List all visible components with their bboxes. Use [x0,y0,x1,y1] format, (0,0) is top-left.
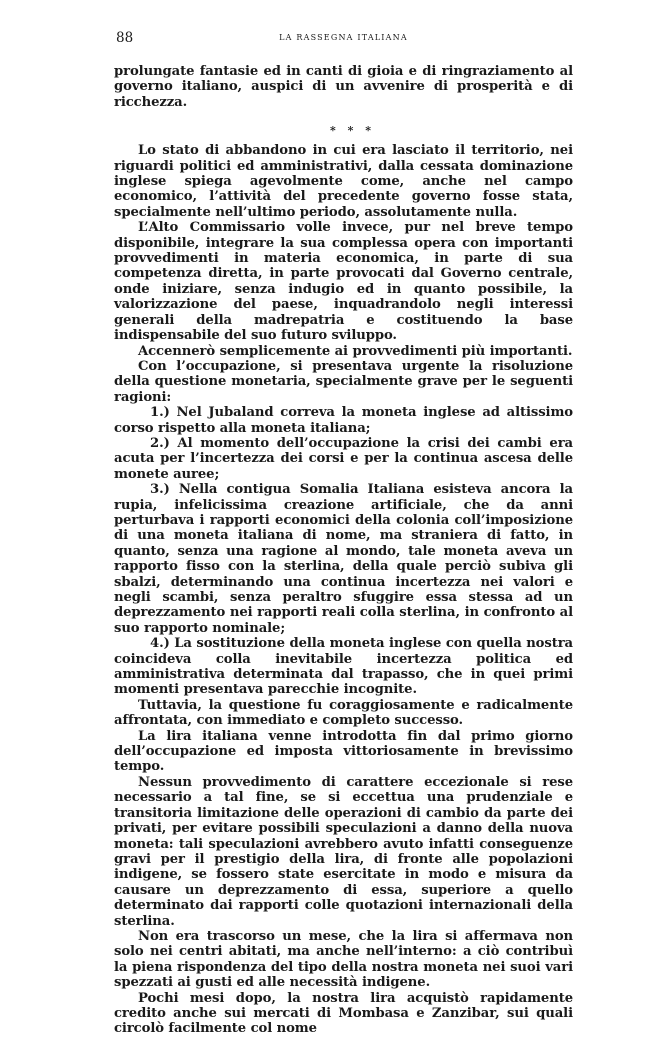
paragraph: La lira italiana venne introdotta fin dal primo giorno dell’occupazione ed imposta vittoriosamente in brevissimo tempo. [114,728,573,775]
page-header [116,30,571,48]
list-item: 3.) Nella contigua Somalia Italiana esisteva ancora la rupia, infelicissima creazione artificiale, che da anni perturbava i rapporti economici della colonia coll’imposizione di una moneta italiana di nome, ma straniera di fatto, in quanto, senza una ragione al mondo, tale moneta aveva un rapporto fisso con la sterlina, della quale perciò subiva gli sbalzi, determinando una continua incertezza nei valori e negli scambi, senza peraltro sfuggire essa stessa ad un deprezzamento nei rapporti reali colla sterlina, in confronto al suo rapporto nominale; [114,482,573,636]
list-item: 1.) Nel Jubaland correva la moneta inglese ad altissimo corso rispetto alla moneta italiana; [114,405,573,436]
paragraph: Non era trascorso un mese, che la lira si affermava non solo nei centri abitati, ma anche nell’interno: a ciò contribuì la piena rispondenza del tipo della nostra moneta nei suoi vari spezzati ai gusti ed alle necessità indigene. [114,928,573,991]
paragraph: Con l’occupazione, si presentava urgente la risoluzione della questione monetaria, specialmente grave per le seguenti ragioni: [114,358,573,405]
page-number: 88 [116,30,134,46]
paragraph: L’Alto Commissario volle invece, pur nel breve tempo disponibile, integrare la sua complessa opera con importanti provvedimenti in materia economica, in parte di sua competenza diretta, in parte provocati dal Governo centrale, onde iniziare, senza indugio ed in quanto possibile, la valorizzazione del paese, inquadrandolo negli interessi generali della madrepatria e costituendo la base indispensabile del suo futuro sviluppo. [114,220,573,344]
paragraph: Lo stato di abbandono in cui era lasciato il territorio, nei riguardi politici ed amministrativi, dalla cessata dominazione inglese spiega agevolmente come, anche nel campo economico, l’attività del precedente governo fosse stata, specialmente nell’ultimo periodo, assolutamente nulla. [114,143,573,220]
list-item: 2.) Al momento dell’occupazione la crisi dei cambi era acuta per l’incertezza dei corsi e per la continua ascesa delle monete auree; [114,435,573,482]
opening-paragraph: prolungate fantasie ed in canti di gioia e di ringraziamento al governo italiano, auspici di un avvenire di prosperità e di ricchezza. [114,64,573,110]
paragraph: Pochi mesi dopo, la nostra lira acquistò rapidamente credito anche sui mercati di Mombasa e Zanzibar, sui quali circolò facilmente col nome [114,990,573,1037]
paragraph: Accennerò semplicemente ai provvedimenti più importanti. [138,343,573,359]
list-item: 4.) La sostituzione della moneta inglese con quella nostra coincideva colla inevitabile incertezza politica ed amministrativa determinata dal trapasso, che in quei primi momenti presentava parecchie incognite. [114,636,573,698]
body-text [114,64,573,1037]
paragraph: Nessun provvedimento di carattere eccezionale si rese necessario a tal fine, se si eccettua una prudenziale e transitoria limitazione delle operazioni di cambio da parte dei privati, per evitare possibili speculazioni a danno della nuova moneta: tali speculazioni avrebbero avuto infatti conseguenze gravi per il prestigio della lira, di fronte alle popolazioni indigene, se fossero state esercitate in modo e misura da causare un deprezzamento di essa, superiore a quello determinato dai rapporti colle quotazioni internazionali della sterlina. [114,774,573,929]
running-title: LA RASSEGNA ITALIANA [279,33,408,42]
paragraph: Tuttavia, la questione fu coraggiosamente e radicalmente affrontata, con immediato e completo successo. [114,697,573,729]
section-separator: * * * [330,124,375,138]
